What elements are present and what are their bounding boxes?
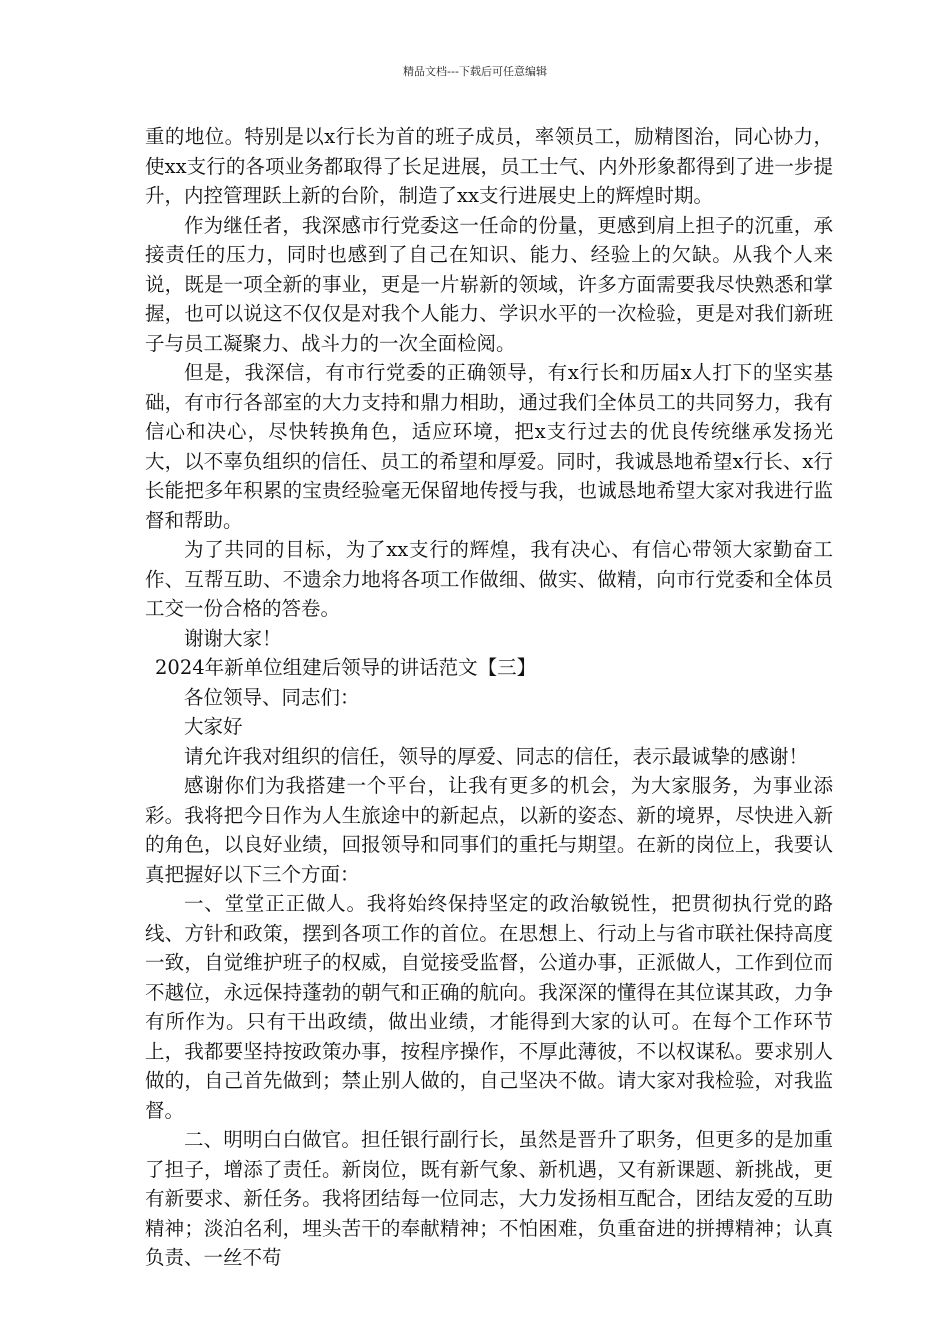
paragraph-platform: 感谢你们为我搭建一个平台，让我有更多的机会，为大家服务，为事业添彩。我将把今日作为人生旅途中的新起点，以新的姿态、新的境界，尽快进入新的角色，以良好业绩，回报领导和同事们的重托与期望。在新的岗位上，我要认真把握好以下三个方面： [145,774,833,886]
paragraph-salutation: 各位领导、同志们： [184,685,360,709]
paragraph-continuation: 重的地位。特别是以x行长为首的班子成员，率领员工，励精图治，同心协力，使xx支行的各项业务都取得了长足进展，员工士气、内外形象都得到了进一步提升，内控管理跃上新的台阶，制造了xx支行进展史上的辉煌时期。 [145,125,833,207]
paragraph-point-one: 一、堂堂正正做人。我将始终保持坚定的政治敏锐性，把贯彻执行党的路线、方针和政策，摆到各项工作的首位。在思想上、行动上与省市联社保持高度一致，自觉维护班子的权威，自觉接受监督，公道办事，正派做人，工作到位而不越位，永远保持蓬勃的朝气和正确的航向。我深深的懂得在其位谋其政，力争有所作为。只有干出政绩，做出业绩，才能得到大家的认可。在每个工作环节上，我都要坚持按政策办事，按程序操作，不厚此薄彼，不以权谋私。要求别人做的，自己首先做到；禁止别人做的，自己坚决不做。请大家对我检验，对我监督。 [145,892,833,1122]
paragraph-gratitude: 请允许我对组织的信任，领导的厚爱、同志的信任，表示最诚挚的感谢！ [184,744,809,768]
paragraph-greeting: 大家好 [184,715,243,738]
paragraph-goal: 为了共同的目标，为了xx支行的辉煌，我有决心、有信心带领大家勤奋工作、互帮互助、不遗余力地将各项工作做细、做实、做精，向市行党委和全体员工交一份合格的答卷。 [145,538,833,620]
section-heading: 2024年新单位组建后领导的讲话范文【三】 [155,656,537,679]
paragraph-belief: 但是，我深信，有市行党委的正确领导，有x行长和历届x人打下的坚实基础，有市行各部室的大力支持和鼎力相助，通过我们全体员工的共同努力，我有信心和决心，尽快转换角色，适应环境，把x支行过去的优良传统继承发扬光大，以不辜负组织的信任、员工的希望和厚爱。同时，我诚恳地希望x行长、x行长能把多年积累的宝贵经验毫无保留地传授与我，也诚恳地希望大家对我进行监督和帮助。 [145,361,833,532]
paragraph-successor: 作为继任者，我深感市行党委这一任命的份量，更感到肩上担子的沉重，承接责任的压力，同时也感到了自己在知识、能力、经验上的欠缺。从我个人来说，既是一项全新的事业，更是一片崭新的领域，许多方面需要我尽快熟悉和掌握，也可以说这不仅仅是对我个人能力、学识水平的一次检验，更是对我们新班子与员工凝聚力、战斗力的一次全面检阅。 [145,213,833,355]
document-body [145,122,833,1273]
paragraph-thanks: 谢谢大家！ [184,626,282,650]
paragraph-point-two: 二、明明白白做官。担任银行副行长，虽然是晋升了职务，但更多的是加重了担子，增添了责任。新岗位，既有新气象、新机遇，又有新课题、新挑战，更有新要求、新任务。我将团结每一位同志，大力发扬相互配合，团结友爱的互助精神；淡泊名利，埋头苦干的奉献精神；不怕困难，负重奋进的拼搏精神；认真负责、一丝不苟 [145,1128,833,1269]
page-header: 精品文档---下载后可任意编辑 [403,65,547,78]
